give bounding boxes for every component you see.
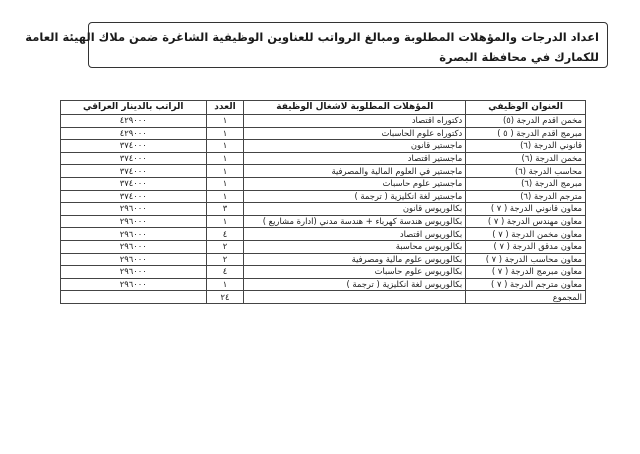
salary-cell: ٤٢٩٠٠٠ (61, 115, 207, 128)
table-row (61, 152, 586, 165)
salary-cell: ٢٩٦٠٠٠ (61, 266, 207, 279)
salary-cell: ٤٢٩٠٠٠ (61, 127, 207, 140)
total-salary-cell (61, 291, 207, 304)
qualification-cell: بكالوريوس علوم حاسبات (244, 266, 466, 279)
qualification-cell: ماجستير علوم حاسبات (244, 177, 466, 190)
table-row (61, 266, 586, 279)
header-count: العدد (206, 101, 244, 115)
qualification-cell: بكالوريوس هندسة كهرباء + هندسة مدني (ادارة مشاريع ) (244, 215, 466, 228)
table-row (61, 278, 586, 291)
job-title-cell: معاون قانوني الدرجة ( ٧ ) (466, 203, 586, 216)
job-title-cell: مبرمج الدرجة (٦) (466, 177, 586, 190)
total-row (61, 291, 586, 304)
count-cell: ١ (206, 278, 244, 291)
salary-cell: ٢٩٦٠٠٠ (61, 278, 207, 291)
qualification-cell: دكتوراه علوم الحاسبات (244, 127, 466, 140)
job-title-cell: معاون مترجم الدرجة ( ٧ ) (466, 278, 586, 291)
qualification-cell: بكالوريوس اقتصاد (244, 228, 466, 241)
table-row (61, 228, 586, 241)
table-row (61, 177, 586, 190)
table-row (61, 253, 586, 266)
qualification-cell: بكالوريوس لغة انكليزية ( ترجمة ) (244, 278, 466, 291)
salary-cell: ٢٩٦٠٠٠ (61, 215, 207, 228)
salary-cell: ٢٩٦٠٠٠ (61, 253, 207, 266)
table-row (61, 240, 586, 253)
count-cell: ١ (206, 140, 244, 153)
count-cell: ١ (206, 177, 244, 190)
count-cell: ٤ (206, 266, 244, 279)
document-title (25, 22, 608, 68)
total-qualification-cell (244, 291, 466, 304)
job-title-cell: مبرمج اقدم الدرجة ( ٥ ) (466, 127, 586, 140)
qualification-cell: ماجستير قانون (244, 140, 466, 153)
count-cell: ٢ (206, 240, 244, 253)
job-title-cell: قانوني الدرجة (٦) (466, 140, 586, 153)
header-job-title: العنوان الوظيفي (466, 101, 586, 115)
salary-cell: ٣٧٤٠٠٠ (61, 152, 207, 165)
job-title-cell: مترجم الدرجة (٦) (466, 190, 586, 203)
count-cell: ١ (206, 190, 244, 203)
title-line-1: اعداد الدرجات والمؤهلات المطلوبة ومبالغ الرواتب للعناوين الوظيفية الشاغرة ضمن ملاك الهيئة العامة (25, 30, 599, 44)
salary-cell: ٣٧٤٠٠٠ (61, 177, 207, 190)
count-cell: ٣ (206, 203, 244, 216)
table-row (61, 165, 586, 178)
table-row (61, 215, 586, 228)
job-title-cell: معاون مخمن الدرجة ( ٧ ) (466, 228, 586, 241)
salary-cell: ٣٧٤٠٠٠ (61, 165, 207, 178)
salary-cell: ٣٧٤٠٠٠ (61, 190, 207, 203)
count-cell: ٢ (206, 253, 244, 266)
salary-cell: ٢٩٦٠٠٠ (61, 240, 207, 253)
salary-cell: ٢٩٦٠٠٠ (61, 203, 207, 216)
total-label: المجموع (466, 291, 586, 304)
salary-cell: ٣٧٤٠٠٠ (61, 140, 207, 153)
job-title-cell: مخمن الدرجة (٦) (466, 152, 586, 165)
qualification-cell: ماجستير اقتصاد (244, 152, 466, 165)
count-cell: ١ (206, 127, 244, 140)
table-row (61, 115, 586, 128)
count-cell: ١ (206, 215, 244, 228)
qualification-cell: بكالوريوس قانون (244, 203, 466, 216)
table-row (61, 203, 586, 216)
job-title-cell: معاون مدقق الدرجة ( ٧ ) (466, 240, 586, 253)
qualification-cell: دكتوراه اقتصاد (244, 115, 466, 128)
total-count: ٢٤ (206, 291, 244, 304)
job-title-cell: مخمن اقدم الدرجة (٥) (466, 115, 586, 128)
qualification-cell: ماجستير لغة انكليزية ( ترجمة ) (244, 190, 466, 203)
qualification-cell: ماجستير في العلوم المالية والمصرفية (244, 165, 466, 178)
qualification-cell: بكالوريوس محاسبة (244, 240, 466, 253)
table-row (61, 190, 586, 203)
count-cell: ١ (206, 152, 244, 165)
job-title-cell: معاون مهندس الدرجة ( ٧ ) (466, 215, 586, 228)
count-cell: ١ (206, 115, 244, 128)
count-cell: ١ (206, 165, 244, 178)
count-cell: ٤ (206, 228, 244, 241)
header-qualification: المؤهلات المطلوبة لاشغال الوظيفة (244, 101, 466, 115)
salary-cell: ٢٩٦٠٠٠ (61, 228, 207, 241)
job-title-cell: معاون مبرمج الدرجة ( ٧ ) (466, 266, 586, 279)
table-body (61, 115, 586, 291)
title-line-2: للكمارك في محافظة البصرة (439, 50, 599, 64)
job-title-cell: معاون محاسب الدرجة ( ٧ ) (466, 253, 586, 266)
table-row (61, 127, 586, 140)
vacancies-table (60, 100, 586, 304)
table-header-row (61, 101, 586, 115)
qualification-cell: بكالوريوس علوم مالية ومصرفية (244, 253, 466, 266)
header-salary: الراتب بالدينار العراقي (61, 101, 207, 115)
job-title-cell: محاسب الدرجة (٦) (466, 165, 586, 178)
table-row (61, 140, 586, 153)
